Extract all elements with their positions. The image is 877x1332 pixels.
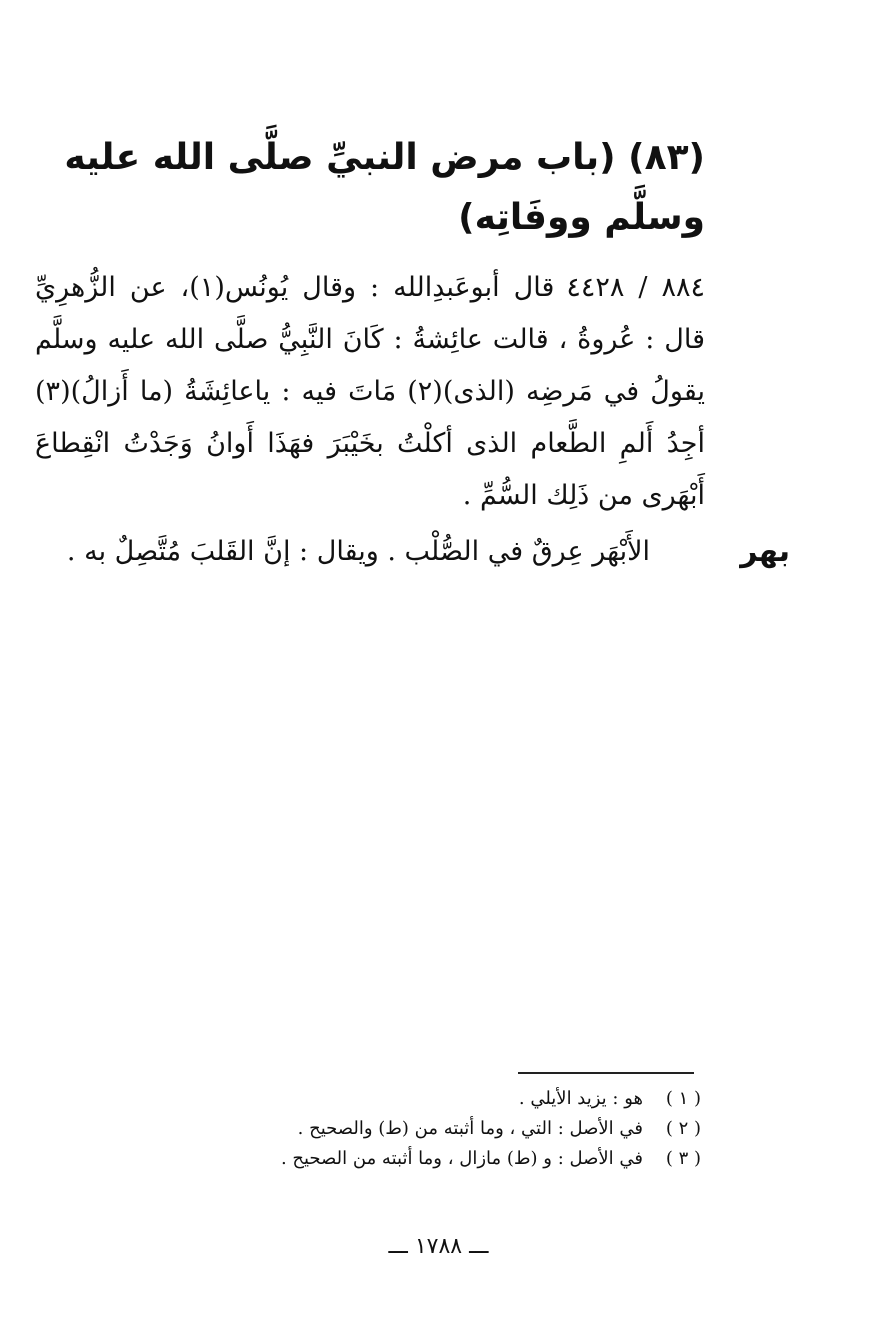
gloss-root-word: بهر xyxy=(740,534,790,569)
chapter-heading: (٨٣) (باب مرض النبيِّ صلَّى الله عليه وسلَّم ووفَاتِه) xyxy=(64,137,705,238)
footnote-marker: ( ٢ ) xyxy=(665,1118,701,1139)
footnote-item xyxy=(181,1144,701,1174)
footnotes-list xyxy=(181,1084,701,1174)
footnote-text: في الأصل : و (ط) مازال ، وما أثبته من الصحيح . xyxy=(280,1148,643,1169)
footnote-marker: ( ١ ) xyxy=(665,1088,701,1109)
footnote-divider xyxy=(518,1072,694,1074)
footnote-item xyxy=(181,1114,701,1144)
hadith-text: قال أبوعَبدِالله : وقال يُونُس(١)، عن الزُّهرِيِّ قال : عُروةُ ، قالت عائِشةُ : كَانَ النَّبِيُّ صلَّى الله عليه وسلَّم يقولُ في مَرضِه (الذى)(٢) مَاتَ فيه : ياعائِشَةُ (ما أَزالُ)(٣) أجِدُ أَلمِ الطَّعام الذى أكلْتُ بخَيْبَرَ فهَذَا أَوانُ وَجَدْتُ انْقِطاعَ أَبْهَرى من ذَلِك السُّمِّ . xyxy=(35,272,705,511)
gloss-definition: الأَبْهَر عِرقٌ في الصُّلْب . ويقال : إنَّ القَلبَ مُتَّصِلٌ به . xyxy=(66,536,650,567)
footnote-item xyxy=(181,1084,701,1114)
footnote-text: هو : يزيد الأيلي . xyxy=(518,1088,643,1109)
footnote-text: في الأصل : التي ، وما أثبته من (ط) والصحيح . xyxy=(297,1118,643,1139)
page-number: ـــ ١٧٨٨ ـــ xyxy=(388,1234,489,1259)
footnote-marker: ( ٣ ) xyxy=(665,1148,701,1169)
hadith-number: ٨٨٤ / ٤٤٢٨ xyxy=(566,272,705,303)
gloss-entry xyxy=(30,526,790,578)
hadith-paragraph xyxy=(35,262,705,522)
